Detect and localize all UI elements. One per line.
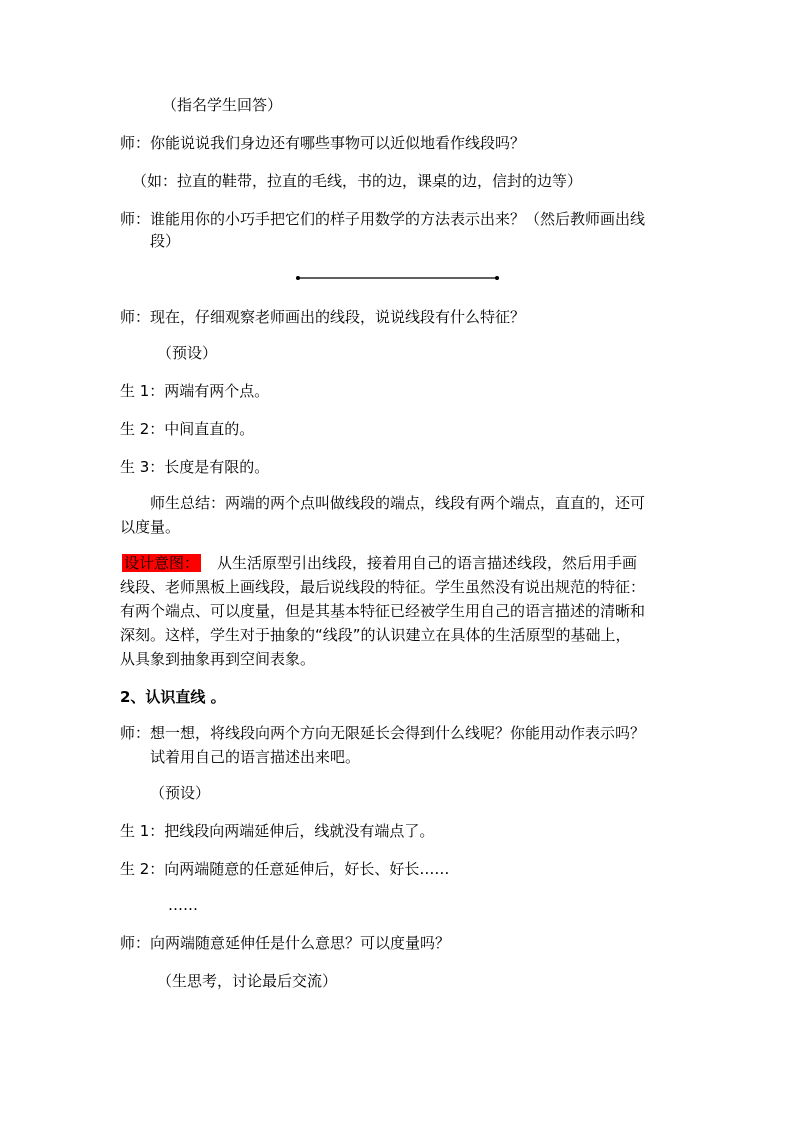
- student-answer-2: 生 2：中间直直的。: [120, 420, 255, 438]
- student-answer-1: 生 1：两端有两个点。: [120, 382, 270, 400]
- preset-label-2: （预设）: [150, 784, 211, 802]
- preset-label: （预设）: [157, 344, 218, 362]
- student-answer-3: 生 3：长度是有限的。: [120, 458, 270, 476]
- design-intent-line1: 设计意图： 从生活原型引出线段，接着用自己的语言描述线段，然后用手画: [124, 554, 638, 572]
- summary-line1: 师生总结：两端的两个点叫做线段的端点，线段有两个端点，直直的，还可: [150, 494, 646, 512]
- line-segment-figure: [296, 275, 499, 277]
- example-list: （如：拉直的鞋带，拉直的毛线，书的边，课桌的边，信封的边等）: [132, 172, 583, 190]
- ellipsis-text: ……: [168, 896, 198, 914]
- teacher-prompt-line2: 段）: [150, 232, 181, 250]
- teacher-question-3: 师：向两端随意延伸任是什么意思？可以度量吗？: [120, 934, 451, 952]
- student-answer-line-2: 生 2：向两端随意的任意延伸后，好长、好长……: [120, 860, 450, 878]
- summary-line2: 以度量。: [120, 518, 181, 536]
- teacher-question: 师：你能说说我们身边还有哪些事物可以近似地看作线段吗？: [120, 134, 526, 152]
- design-intent-line5: 从具象到抽象再到空间表象。: [120, 650, 316, 668]
- student-answer-line-1: 生 1：把线段向两端延伸后，线就没有端点了。: [120, 822, 435, 840]
- teacher-observe-question: 师：现在，仔细观察老师画出的线段，说说线段有什么特征？: [120, 308, 526, 326]
- design-intent-line3: 有两个端点、可以度量，但是其基本特征已经被学生用自己的语言描述的清晰和: [120, 602, 646, 620]
- design-intent-line4: 深刻。这样，学生对于抽象的“线段”的认识建立在具体的生活原型的基础上，: [120, 626, 631, 644]
- teacher-question-line2: 试着用自己的语言描述出来吧。: [150, 748, 361, 766]
- section-heading: 2、认识直线 。: [120, 688, 226, 706]
- design-intent-line2: 线段、老师黑板上画线段，最后说线段的特征。学生虽然没有说出规范的特征：: [120, 578, 646, 596]
- teacher-question-line1: 师：想一想，将线段向两个方向无限延长会得到什么线呢？你能用动作表示吗？: [120, 724, 646, 742]
- design-intent-label: 设计意图：: [124, 554, 200, 572]
- instruction-text: （指名学生回答）: [162, 96, 283, 114]
- teacher-prompt-line1: 师：谁能用你的小巧手把它们的样子用数学的方法表示出来？（然后教师画出线: [120, 210, 646, 228]
- discussion-note: （生思考，讨论最后交流）: [157, 972, 338, 990]
